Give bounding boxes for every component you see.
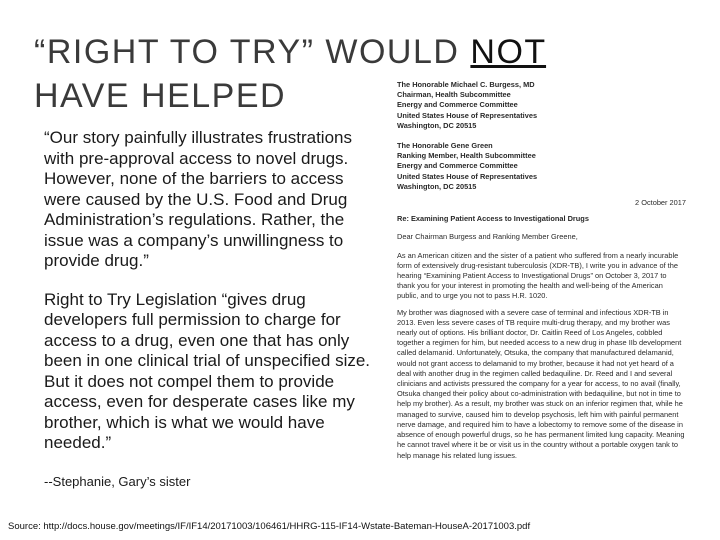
letter-image xyxy=(392,80,686,512)
quote-block xyxy=(44,128,374,472)
address-line: Energy and Commerce Committee xyxy=(397,100,518,110)
letter-address-1 xyxy=(397,80,686,131)
letter-paragraph-1: As an American citizen and the sister of a patient who suffered from a nearly incurable form of extensively drug-resistant tuberculosis (XDR-TB), I write you in advance of the hearing “Examining Patient Access to Investigational Drugs” on October 3, 2017 to thank you for your interest in promoting the health and well-being of the American public, and to urge you not to pass H.R. 1020. xyxy=(397,250,679,301)
address-line: Ranking Member, Health Subcommittee xyxy=(397,151,536,161)
title-part-2: HAVE HELPED xyxy=(34,77,287,115)
quote-attribution: --Stephanie, Gary’s sister xyxy=(44,474,191,489)
address-line: Energy and Commerce Committee xyxy=(397,161,518,171)
letter-subject: Re: Examining Patient Access to Investigational Drugs xyxy=(397,214,589,224)
title-part-1: “RIGHT TO TRY” WOULD xyxy=(34,33,471,71)
address-line: United States House of Representatives xyxy=(397,110,538,120)
source-citation: Source: http://docs.house.gov/meetings/IF/IF14/20171003/106461/HHRG-115-IF14-Wstate-Bateman-HouseA-20171003.pdf xyxy=(8,521,531,532)
letter-date: 2 October 2017 xyxy=(635,198,686,208)
address-line: Chairman, Health Subcommittee xyxy=(397,90,511,100)
letter-address-2 xyxy=(397,141,686,192)
address-line: Washington, DC 20515 xyxy=(397,120,477,130)
letter-paragraph-2: My brother was diagnosed with a severe case of terminal and infectious XDR-TB in 2013. Even less severe cases of TB require multi-drug therapy, and my brother was nearly out of options. His brilliant doctor, Dr. Caitlin Reed of Los Angeles, cobbled together a regimen for him, but needed access to a new drug in phase IIb development called delamanid. Unfortunately, Otsuka, the company that manufactured delamanid, would not grant access to delamanid to my brother, because it had not yet heard of a deal with another drug in the regimen called bedaquiline. Dr. Reed and I and several clinicians and activists pressured the company for a year for access, to no avail (finally, Otsuka changed their policy about co-administration with bedaquiline, but not in time to help my brother). As a result, my brother was stuck on an inferior regimen that, while he managed to survive, caused him to develop psychosis, left him with painful permanent nerve damage, and required him to have a lobectomy to remove some of the disease in absence of enough powerful drugs, so he has permanent limited lung capacity. Meaning he cannot travel where it be or visit us in the country without a portable oxygen tank to help manage his related lung issues. xyxy=(397,307,685,460)
quote-paragraph-1: “Our story painfully illustrates frustrations with pre-approval access to novel drugs. However, none of the barriers to access were caused by the U.S. Food and Drug Administration’s regulations. Rather, the issue was a company’s unwillingness to provide drug.” xyxy=(44,128,352,270)
letter-salutation: Dear Chairman Burgess and Ranking Member Greene, xyxy=(397,232,578,242)
address-line: United States House of Representatives xyxy=(397,171,538,181)
address-line: Washington, DC 20515 xyxy=(397,181,477,191)
title-emphasis-not: NOT xyxy=(470,33,547,71)
quote-paragraph-2: Right to Try Legislation “gives drug developers full permission to charge for access to a drug, even one that has only been in one clinical trial of unspecified size. But it does not compel them to provide access, even for desperate cases like my brother, which is what we would have needed.” xyxy=(44,289,371,452)
address-line: The Honorable Gene Green xyxy=(397,141,493,151)
address-line: The Honorable Michael C. Burgess, MD xyxy=(397,80,535,89)
